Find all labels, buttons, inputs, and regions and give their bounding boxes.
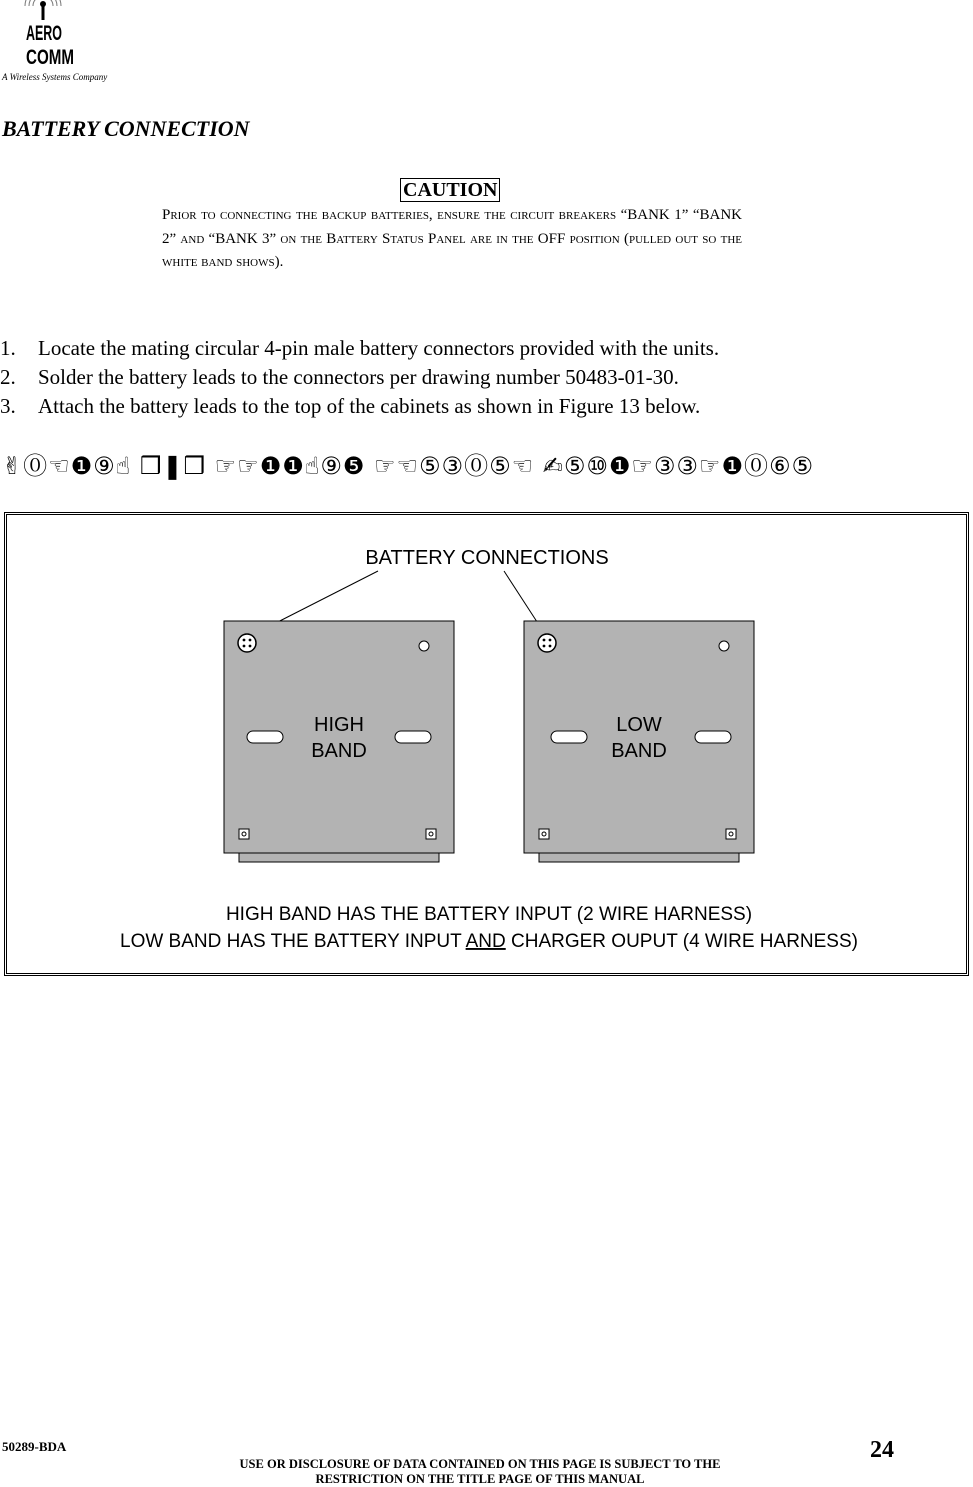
step-text: Locate the mating circular 4-pin male battery connectors provided with the units.	[38, 336, 720, 360]
step-number: 1.	[0, 336, 16, 360]
restriction-line: USE OR DISCLOSURE OF DATA CONTAINED ON THIS PAGE IS SUBJECT TO THE	[239, 1457, 721, 1471]
page-number: 24	[870, 1437, 894, 1463]
step-number: 2.	[0, 365, 16, 389]
battery-connector-icon	[238, 634, 256, 652]
procedure-steps	[0, 334, 940, 421]
low-band-unit	[524, 621, 754, 862]
unit-label-line2: BAND	[611, 740, 667, 762]
figure-frame	[4, 512, 969, 976]
step-number: 3.	[0, 394, 16, 418]
logo-line2: COMM	[26, 46, 74, 69]
list-item	[0, 392, 940, 421]
callout-label: BATTERY CONNECTIONS	[365, 547, 609, 569]
figure-caption: ✌⓪☜❶⑨☝ ❒❚❒ ☞☞❶❶☝⑨❺ ☞☜⑤③⓪⑤☜ ✍⑤⑩❶☞③③☞❶⓪⑥⑤	[2, 452, 814, 480]
step-text: Attach the battery leads to the top of the cabinets as shown in Figure 13 below.	[38, 394, 701, 418]
unit-label-line1: LOW	[616, 714, 662, 736]
figure-note-line1: HIGH BAND HAS THE BATTERY INPUT (2 WIRE HARNESS)	[225, 904, 753, 925]
document-number: 50289-BDA	[2, 1439, 67, 1454]
restriction-notice	[150, 1457, 810, 1487]
handle-icon	[247, 731, 283, 743]
note-text: CHARGER OUPUT (4 WIRE HARNESS)	[505, 931, 858, 952]
mounting-hole-icon	[726, 829, 736, 839]
high-band-unit	[224, 621, 454, 862]
section-title: BATTERY CONNECTION	[2, 116, 250, 141]
list-item	[0, 363, 940, 392]
port-icon	[419, 641, 429, 651]
logo-tagline: A Wireless Systems Company	[2, 72, 108, 82]
caution-text: Prior to connecting the backup batteries, ensure the circuit breakers “BANK 1” “BANK 2” and “BANK 3” on the Battery Status Panel are in the OFF position (pulled out so the white band shows).	[162, 207, 742, 270]
unit-label-line1: HIGH	[314, 714, 364, 736]
mounting-hole-icon	[426, 829, 436, 839]
port-icon	[719, 641, 729, 651]
list-item	[0, 334, 940, 363]
mounting-hole-icon	[239, 829, 249, 839]
caution-label: CAUTION	[400, 178, 500, 202]
mounting-hole-icon	[539, 829, 549, 839]
battery-connector-icon	[538, 634, 556, 652]
handle-icon	[395, 731, 431, 743]
note-text: LOW BAND HAS THE BATTERY INPUT	[120, 931, 466, 952]
battery-connection-diagram	[7, 515, 966, 973]
note-emphasis: AND	[465, 931, 506, 952]
step-text: Solder the battery leads to the connectors per drawing number 50483-01-30.	[38, 365, 679, 389]
restriction-line: RESTRICTION ON THE TITLE PAGE OF THIS MANUAL	[315, 1472, 645, 1486]
logo-line1: AERO	[26, 22, 62, 45]
figure-note-line2	[120, 931, 858, 952]
handle-icon	[695, 731, 731, 743]
unit-label-line2: BAND	[311, 740, 367, 762]
handle-icon	[551, 731, 587, 743]
